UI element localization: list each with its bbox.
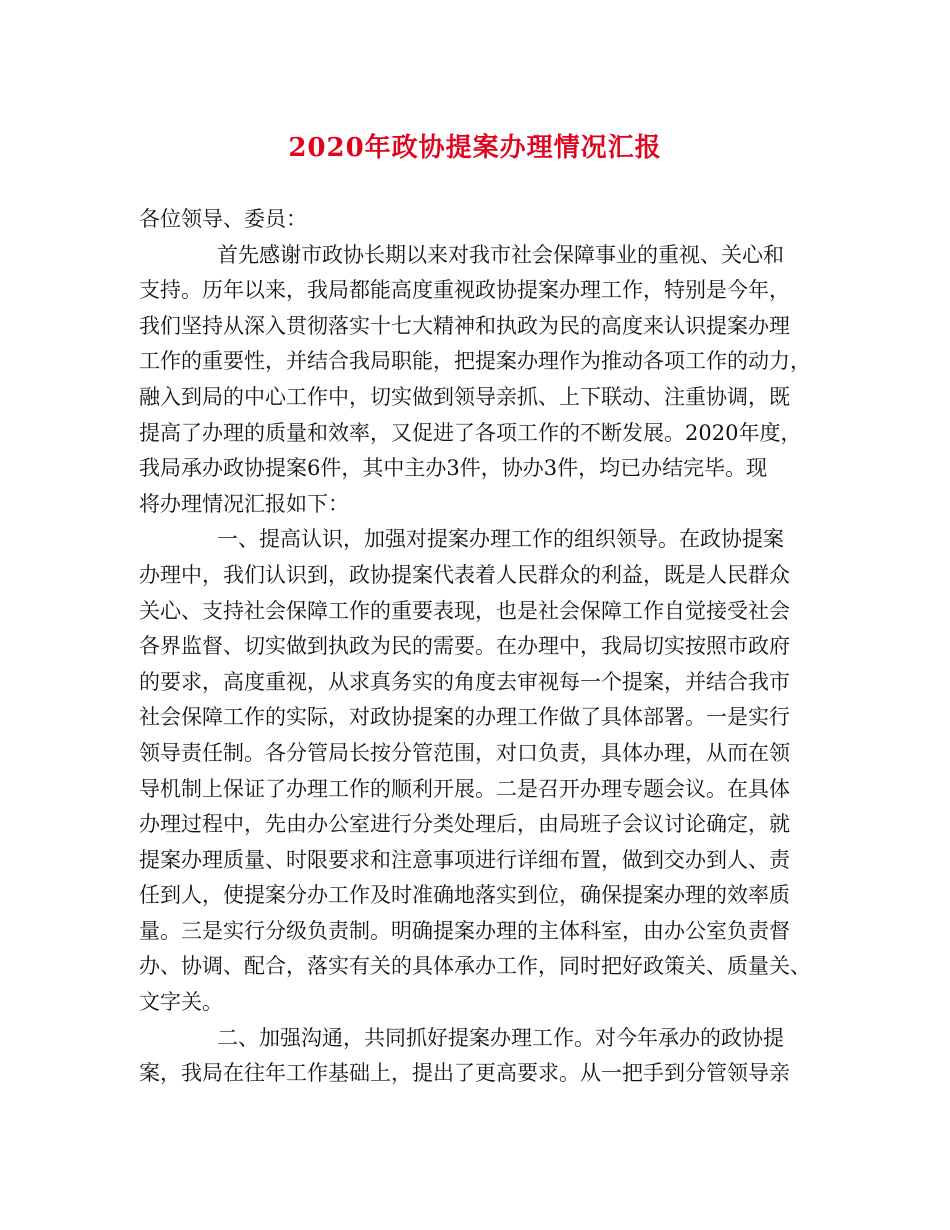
paragraph-lines [139,238,829,1092]
line-text: 提高了办理的质量和效率，又促进了各项工作的不断发展。2020年度， [139,420,802,445]
text-line [139,772,829,808]
text-line [139,451,829,487]
line-text: 融入到局的中心工作中，切实做到领导亲抓、上下联动、注重协调，既 [139,384,790,409]
text-line [139,558,829,594]
salutation: 各位领导、委员： [139,207,307,231]
line-text: 文字关。 [139,990,223,1015]
text-line [139,487,829,523]
line-text: 将办理情况汇报如下： [139,491,349,516]
document-title: 2020年政协提案办理情况汇报 [288,133,662,163]
line-text: 提案办理质量、时限要求和注意事项进行详细布置，做到交办到人、责 [139,847,790,872]
line-text: 一、提高认识，加强对提案办理工作的组织领导。在政协提案 [217,527,784,552]
line-text: 办、协调、配合，落实有关的具体承办工作，同时把好政策关、质量关、 [139,954,811,979]
line-text: 办理过程中，先由办公室进行分类处理后，由局班子会议讨论确定，就 [139,812,790,837]
text-line [139,665,829,701]
line-text: 我们坚持从深入贯彻落实十七大精神和执政为民的高度来认识提案办理 [139,313,790,338]
text-line [139,914,829,950]
text-line [139,700,829,736]
line-text: 办理中，我们认识到，政协提案代表着人民群众的利益，既是人民群众 [139,562,790,587]
line-text: 我局承办政协提案6件，其中主办3件，协办3件，均已办结完毕。现 [139,456,768,481]
line-text: 的要求，高度重视，从求真务实的角度去审视每一个提案，并结合我市 [139,669,790,694]
line-text: 工作的重要性，并结合我局职能，把提案办理作为推动各项工作的动力， [139,349,811,374]
text-line [139,380,829,416]
text-line [139,1056,829,1092]
line-text: 支持。历年以来，我局都能高度重视政协提案办理工作，特别是今年， [139,278,790,303]
line-text: 案，我局在往年工作基础上，提出了更高要求。从一把手到分管领导亲 [139,1061,790,1086]
text-line [139,594,829,630]
text-line [139,273,829,309]
text-line [139,238,829,274]
text-line [139,344,829,380]
line-text: 各界监督、切实做到执政为民的需要。在办理中，我局切实按照市政府 [139,634,790,659]
text-line [139,807,829,843]
text-line [139,1021,829,1057]
text-line [139,309,829,345]
line-text: 首先感谢市政协长期以来对我市社会保障事业的重视、关心和 [217,242,784,267]
text-line [139,522,829,558]
line-text: 领导责任制。各分管局长按分管范围，对口负责，具体办理，从而在领 [139,740,790,765]
line-text: 任到人，使提案分办工作及时准确地落实到位，确保提案办理的效率质 [139,883,790,908]
text-line [139,629,829,665]
text-line [139,878,829,914]
line-text: 关心、支持社会保障工作的重要表现，也是社会保障工作自觉接受社会 [139,598,790,623]
text-line [139,985,829,1021]
text-line [139,736,829,772]
text-line [139,416,829,452]
text-line [139,843,829,879]
text-line [139,949,829,985]
line-text: 社会保障工作的实际，对政协提案的办理工作做了具体部署。一是实行 [139,705,790,730]
line-text: 量。三是实行分级负责制。明确提案办理的主体科室，由办公室负责督 [139,918,790,943]
line-text: 二、加强沟通，共同抓好提案办理工作。对今年承办的政协提 [217,1025,784,1050]
line-text: 导机制上保证了办理工作的顺利开展。二是召开办理专题会议。在具体 [139,776,790,801]
document-body [139,202,829,1092]
